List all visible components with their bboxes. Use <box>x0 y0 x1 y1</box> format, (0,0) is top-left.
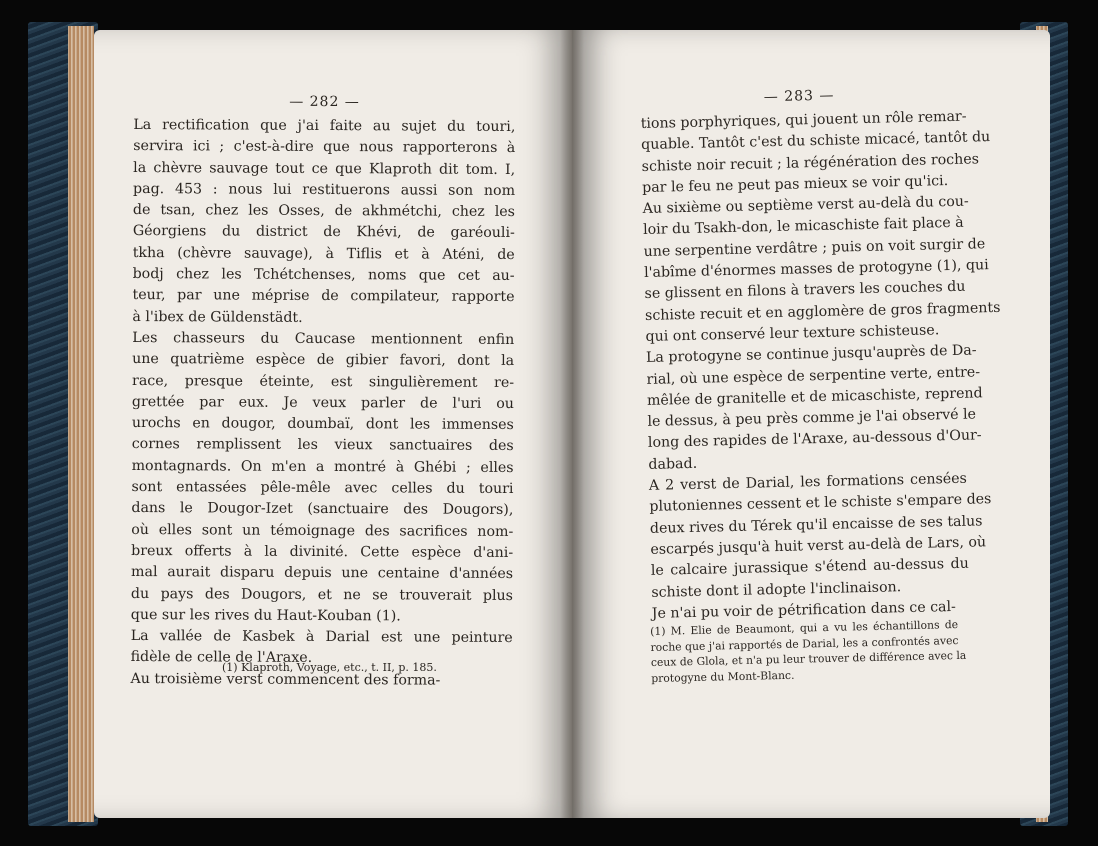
text-line: mêlée de granitelle et de micaschiste, reprend <box>646 385 983 409</box>
text-line: bodj chez les Tchétchenses, noms que cet au- <box>132 266 515 285</box>
text-line: sont entassées pêle-mêle avec celles du touri <box>131 479 514 498</box>
text-line: de tsan, chez les Osses, de akhmétchi, chez les <box>132 202 515 221</box>
text-line: Au sixième ou septième verst au-delà du cou- <box>642 193 969 218</box>
left-page-text <box>130 93 515 692</box>
text-line: qui ont conservé leur texture schisteuse. <box>645 322 940 345</box>
text-line: mal aurait disparu depuis une centaine d'années <box>131 564 514 583</box>
text-line: roche que j'ai rapportés de Darial, les a confrontés avec <box>650 633 959 654</box>
left-page-number: — 282 — <box>289 93 360 111</box>
right-page-number: — 283 — <box>763 87 835 106</box>
text-line: le calcaire jurassique s'étend au-dessus du <box>650 555 969 580</box>
text-line: breux offerts à la divinité. Cette espèce d'ani- <box>131 542 514 561</box>
text-line: la chèvre sauvage tout ce que Klaproth dit tom. I, <box>133 159 516 178</box>
text-line: que sur les rives du Haut-Kouban (1). <box>130 606 401 625</box>
text-line: Les chasseurs du Caucase mentionnent enfin <box>132 329 515 348</box>
text-line: schiste recuit et en agglomère de gros fragments <box>644 299 1001 324</box>
text-line: une quatrième espèce de gibier favori, dont la <box>132 351 515 370</box>
text-line: dabad. <box>648 455 698 473</box>
text-line: pag. 453 : nous lui restituerons aussi son nom <box>133 180 516 199</box>
book-gutter <box>560 30 584 818</box>
text-line: dans le Dougor-Izet (sanctuaire des Dougors), <box>131 500 514 519</box>
text-line: du pays des Dougors, et ne se trouverait plus <box>130 585 513 604</box>
text-line: où elles sont un témoignage des sacrifices nom- <box>131 521 514 540</box>
text-line: servira ici ; c'est-à-dire que nous rapporterons à <box>133 138 516 157</box>
text-line: schiste dont il adopte l'inclinaison. <box>651 578 902 601</box>
text-line: fidèle de celle de l'Araxe. <box>130 649 313 667</box>
left-footnote-text: (1) Klaproth, Voyage, etc., t. II, p. 185. <box>222 661 437 674</box>
text-line: deux rives du Térek qu'il encaisse de ses talus <box>649 512 983 537</box>
text-line: rial, où une espèce de serpentine verte, entre- <box>646 363 981 388</box>
text-line: tkha (chèvre sauvage), à Tiflis et à Aténi, de <box>132 244 515 263</box>
right-page-text <box>640 85 1001 625</box>
text-line: par le feu ne peut pas mieux se voir qu'ici. <box>641 172 949 196</box>
text-line: une serpentine verdâtre ; puis on voit surgir de <box>643 235 986 260</box>
text-line: schiste noir recuit ; la régénération des roches <box>641 150 980 175</box>
text-line: Je n'ai pu voir de pétrification dans ce cal- <box>651 598 957 622</box>
text-line: ceux de Glola, et n'a pu leur trouver de différence avec la <box>650 648 967 669</box>
text-line: plutoniennes cessent et le schiste s'empare des <box>649 491 992 516</box>
text-line: La protogyne se continue jusqu'auprès de Da- <box>645 342 977 367</box>
text-line: grettée par eux. Je veux parler de l'uri ou <box>131 393 514 412</box>
text-line: loir du Tsakh-don, le micaschiste fait place à <box>642 215 964 239</box>
text-line: A 2 verst de Darial, les formations censées <box>648 470 968 494</box>
text-line: cornes remplissent les vieux sanctuaires des <box>131 436 514 455</box>
text-line: Au troisième verst commencent des forma- <box>130 670 441 689</box>
left-page-footnote <box>222 660 522 676</box>
text-line: La vallée de Kasbek à Darial est une peinture <box>130 628 513 647</box>
text-line: montagnards. On m'en a montré à Ghébi ; elles <box>131 457 514 476</box>
text-line: le dessus, à peu près comme je l'ai observé le <box>647 406 977 431</box>
right-footnote-lines <box>650 617 967 686</box>
text-line: teur, par une méprise de compilateur, rapporte <box>132 287 515 306</box>
text-line: quable. Tantôt c'est du schiste micacé, tantôt du <box>641 129 991 154</box>
right-page-lines <box>640 107 1001 625</box>
text-line: tions porphyriques, qui jouent un rôle remar- <box>640 108 967 132</box>
text-line: long des rapides de l'Araxe, au-dessous d'Our- <box>647 427 982 452</box>
page-edges-left <box>68 26 94 822</box>
text-line: race, presque éteinte, est singulièrement re- <box>132 372 515 391</box>
text-line: escarpés jusqu'à huit verst au-delà de Lars, où <box>650 534 987 558</box>
text-line: protogyne du Mont-Blanc. <box>651 668 795 685</box>
text-line: urochs en dougor, doumbaï, dont les immenses <box>131 415 514 434</box>
left-page-lines <box>130 115 515 692</box>
text-line: (1) M. Elie de Beaumont, qui a vu les échantillons de <box>650 618 959 638</box>
text-line: l'abîme d'énormes masses de protogyne (1), qui <box>643 257 989 282</box>
text-line: La rectification que j'ai faite au sujet du touri, <box>133 117 516 136</box>
text-line: Géorgiens du district de Khévi, de garéouli- <box>132 223 515 242</box>
text-line: se glissent en filons à travers les couches du <box>644 279 966 303</box>
text-line: à l'ibex de Güldenstädt. <box>132 308 303 326</box>
right-page-footnote <box>650 617 967 686</box>
